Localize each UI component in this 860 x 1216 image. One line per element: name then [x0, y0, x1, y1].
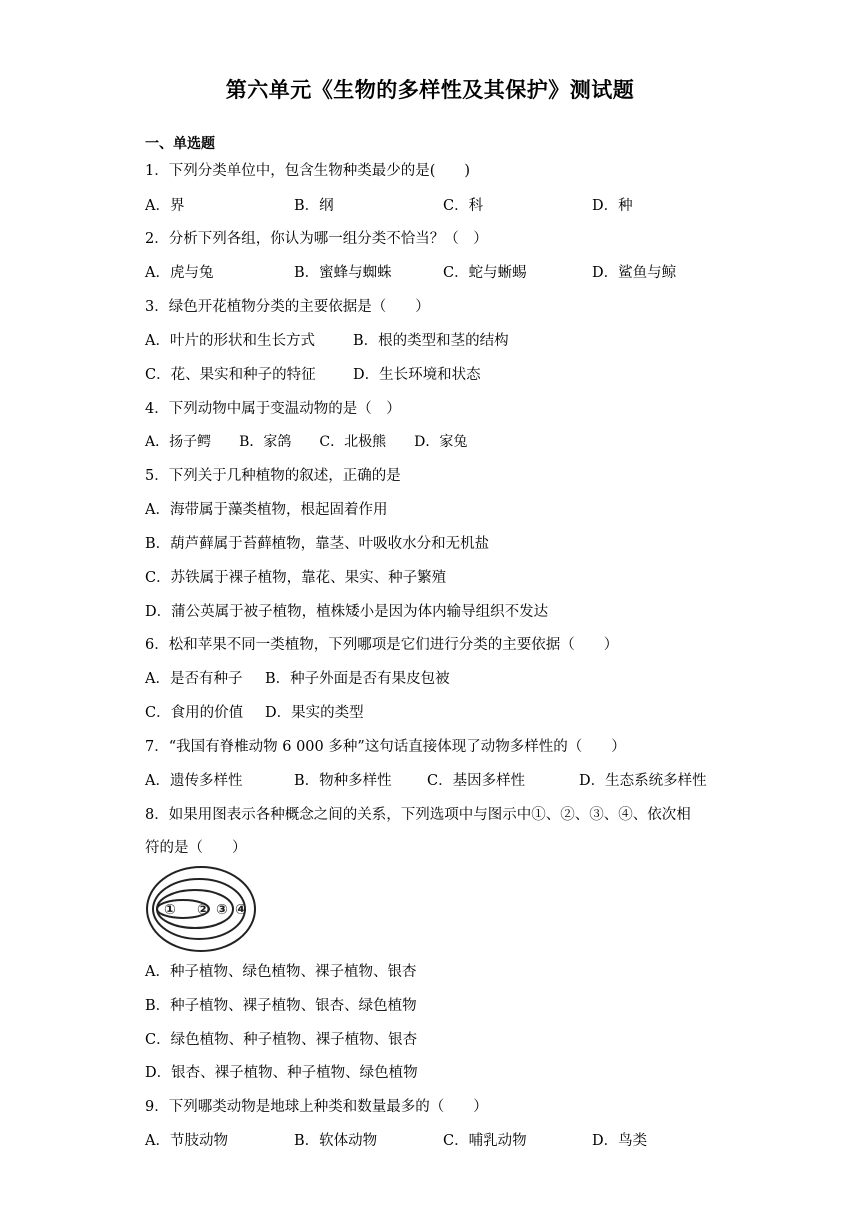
option-a: A．界 — [145, 198, 185, 214]
option-c: C．科 — [443, 198, 484, 214]
option-a: A．叶片的形状和生长方式 — [145, 333, 315, 349]
option-a: A．虎与兔 — [145, 265, 214, 281]
option-a: A．海带属于藻类植物，根起固着作用 — [145, 502, 388, 518]
question-1-stem: 1．下列分类单位中，包含生物种类最少的是( ) — [145, 163, 471, 179]
label-1: ① — [164, 902, 176, 918]
question-6-stem: 6．松和苹果不同一类植物，下列哪项是它们进行分类的主要依据（ ） — [145, 637, 619, 653]
option-a: A．遗传多样性 — [145, 773, 243, 789]
question-5-stem: 5．下列关于几种植物的叙述，正确的是 — [145, 468, 401, 484]
question-3-stem: 3．绿色开花植物分类的主要依据是（ ） — [145, 299, 430, 315]
option-b: B．纲 — [294, 198, 334, 214]
question-8-stem-line2: 符的是（ ） — [145, 840, 247, 856]
question-4-options: A．扬子鳄 B．家鸽 C．北极熊 D．家兔 — [145, 434, 468, 450]
option-b: B．物种多样性 — [294, 773, 392, 789]
option-c: C．基因多样性 — [427, 773, 526, 789]
label-3: ③ — [216, 902, 228, 918]
option-d: D．银杏、裸子植物、种子植物、绿色植物 — [145, 1065, 418, 1081]
option-d: D．鸟类 — [592, 1133, 648, 1149]
option-d: D．生态系统多样性 — [579, 773, 707, 789]
option-c: C．食用的价值 — [145, 705, 244, 721]
page-title: 第六单元《生物的多样性及其保护》测试题 — [225, 78, 635, 102]
question-9-stem: 9．下列哪类动物是地球上种类和数量最多的（ ） — [145, 1099, 488, 1115]
option-d: D．蒲公英属于被子植物，植株矮小是因为体内输导组织不发达 — [145, 604, 549, 620]
option-c: C．哺乳动物 — [443, 1133, 527, 1149]
option-b: B．种子外面是否有果皮包被 — [265, 671, 450, 687]
question-4-stem: 4．下列动物中属于变温动物的是（ ） — [145, 401, 401, 417]
option-d: D．鲨鱼与鲸 — [592, 265, 677, 281]
option-d: D．种 — [592, 198, 633, 214]
label-4: ④ — [235, 902, 247, 918]
option-d: D．生长环境和状态 — [353, 367, 481, 383]
option-c: C．绿色植物、种子植物、裸子植物、银杏 — [145, 1032, 418, 1048]
label-2: ② — [197, 902, 209, 918]
question-2-stem: 2．分析下列各组，你认为哪一组分类不恰当？（ ） — [145, 231, 488, 247]
option-b: B．软体动物 — [294, 1133, 378, 1149]
option-b: B．种子植物、裸子植物、银杏、绿色植物 — [145, 998, 417, 1014]
option-a: A．种子植物、绿色植物、裸子植物、银杏 — [145, 964, 417, 980]
question-8-stem-line1: 8．如果用图表示各种概念之间的关系，下列选项中与图示中①、②、③、④、依次相 — [145, 807, 691, 823]
option-b: B．蜜蜂与蜘蛛 — [294, 265, 392, 281]
option-d: D．果实的类型 — [265, 705, 364, 721]
nested-ellipses-diagram — [145, 864, 257, 954]
option-b: B．葫芦藓属于苔藓植物，靠茎、叶吸收水分和无机盐 — [145, 536, 490, 552]
option-c: C．蛇与蜥蜴 — [443, 265, 527, 281]
option-b: B．根的类型和茎的结构 — [353, 333, 509, 349]
option-c: C．花、果实和种子的特征 — [145, 367, 316, 383]
option-a: A．是否有种子 — [145, 671, 243, 687]
section-heading: 一、单选题 — [145, 136, 215, 152]
question-7-stem: 7．“我国有脊椎动物 6 000 多种”这句话直接体现了动物多样性的（ ） — [145, 739, 626, 755]
option-c: C．苏铁属于裸子植物，靠花、果实、种子繁殖 — [145, 570, 447, 586]
option-a: A．节肢动物 — [145, 1133, 228, 1149]
